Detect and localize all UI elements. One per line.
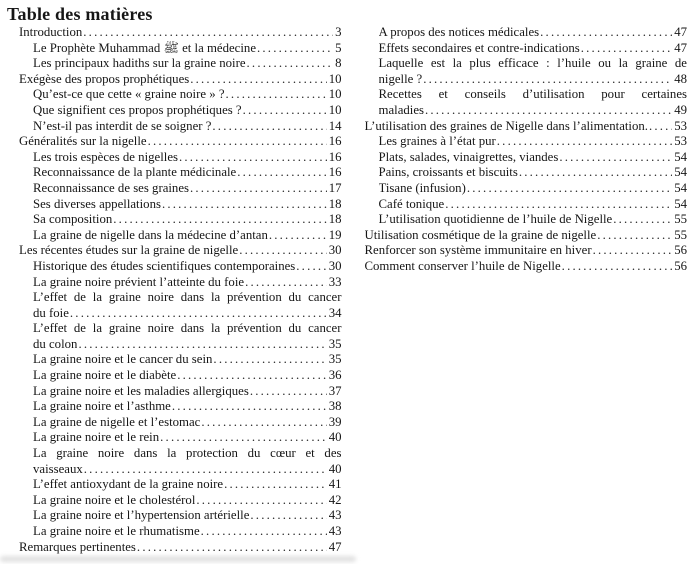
dot-leader	[597, 228, 672, 244]
toc-entry-text: Ses diverses appellations	[33, 196, 161, 211]
dot-leader	[179, 150, 327, 166]
toc-entry	[7, 415, 342, 431]
toc-entry	[353, 197, 688, 213]
toc-entry	[7, 524, 342, 540]
dot-leader	[562, 259, 673, 275]
toc-entry-text: Les principaux hadiths sur la graine noire	[33, 56, 246, 71]
toc-page-number: 43	[328, 524, 342, 538]
toc-page-number: 17	[328, 180, 342, 195]
toc-entry-text: Qu’est-ce que cette « graine noire » ?	[33, 87, 225, 102]
toc-page-number: 16	[328, 134, 342, 149]
dot-leader	[172, 399, 327, 415]
toc-entry	[7, 212, 342, 228]
dot-leader	[247, 56, 334, 72]
toc-entry	[7, 165, 342, 181]
toc-entry-text: La graine noire et le cancer du sein	[33, 352, 213, 367]
toc-page-number: 54	[674, 165, 687, 180]
toc-entry-text: Reconnaissance de la plante médicinale	[33, 165, 237, 180]
toc-entry	[353, 119, 688, 135]
dot-leader	[497, 134, 672, 150]
toc-entry	[353, 259, 688, 275]
dot-leader	[201, 415, 326, 431]
toc-page-number: 3	[335, 25, 342, 39]
toc-entry-text: du colon	[33, 336, 78, 351]
toc-entry	[7, 134, 342, 150]
toc-entry-text: Effets secondaires et contre-indications	[378, 40, 580, 55]
dot-leader	[196, 493, 326, 509]
toc-entry-text: Historique des études scientifiques contemporaines	[33, 258, 296, 273]
toc-page-number: 19	[328, 227, 342, 242]
toc-entry	[353, 56, 688, 87]
toc-column-right	[353, 4, 688, 564]
dot-leader	[613, 212, 672, 228]
toc-page-number: 42	[328, 492, 342, 507]
toc-page-number: 33	[328, 274, 342, 289]
toc-entry	[353, 181, 688, 197]
toc-entry	[353, 134, 688, 150]
dot-leader	[78, 337, 326, 353]
toc-entry-text: vaisseaux	[33, 461, 83, 476]
toc-page-number: 41	[328, 477, 342, 492]
toc-entry-text: Remarques pertinentes	[19, 539, 136, 554]
dot-leader	[519, 165, 672, 181]
toc-entry-text: La graine noire et le rein	[33, 430, 160, 445]
toc-entry-text: Le Prophète Muhammad ﷺ et la médecine	[33, 40, 256, 55]
toc-page-number: 14	[328, 118, 342, 133]
toc-page-number: 43	[328, 508, 342, 523]
toc-entry	[7, 275, 342, 291]
dot-leader	[224, 477, 327, 493]
toc-page-number: 36	[328, 368, 342, 383]
toc-entry	[353, 212, 688, 228]
toc-entry-text: Comment conserver l’huile de Nigelle	[364, 258, 561, 273]
toc-page-number: 16	[328, 149, 342, 164]
dot-leader	[148, 134, 327, 150]
dot-leader	[540, 25, 672, 41]
toc-entry-text: L’utilisation quotidienne de l’huile de Nigelle	[378, 212, 613, 227]
toc-entry-text: L’effet de la graine noire dans la prévention du cancer	[33, 290, 342, 305]
toc-entry	[353, 165, 688, 181]
dot-leader	[137, 540, 327, 556]
dot-leader	[226, 87, 327, 103]
toc-page-number: 10	[328, 87, 342, 102]
dot-leader	[190, 181, 327, 197]
toc-entry	[7, 399, 342, 415]
toc-entry-text: Tisane (infusion)	[378, 180, 466, 195]
toc-page-number: 37	[328, 383, 342, 398]
toc-entry-text: Café tonique	[378, 196, 445, 211]
dot-leader	[559, 150, 672, 166]
toc-page-number: 39	[328, 414, 342, 429]
toc-page-number: 16	[328, 165, 342, 180]
toc-entry	[353, 228, 688, 244]
dot-leader	[250, 508, 326, 524]
toc-entry-text: La graine noire dans la protection du cœur et des	[33, 446, 342, 461]
toc-entry	[7, 119, 342, 135]
toc-entry-text: Les récentes études sur la graine de nigelle	[19, 243, 239, 258]
toc-page-number: 18	[328, 196, 342, 211]
toc-entry	[7, 384, 342, 400]
toc-page-number: 56	[674, 243, 687, 258]
toc-entry-text: Que signifient ces propos prophétiques ?	[33, 102, 242, 117]
dot-leader	[649, 119, 672, 135]
toc-column-left	[7, 4, 342, 564]
toc-entry-text: La graine noire et l’hypertension artérielle	[33, 508, 250, 523]
toc-page-number: 47	[674, 40, 687, 55]
dot-leader	[243, 103, 327, 119]
dot-leader	[162, 197, 327, 213]
dot-leader	[190, 72, 326, 88]
dot-leader	[177, 368, 327, 384]
toc-entry	[353, 243, 688, 259]
toc-entry	[7, 41, 342, 57]
toc-page-number: 40	[328, 430, 342, 445]
scan-artifact	[0, 556, 356, 562]
toc-entry	[7, 72, 342, 88]
toc-entry-text: Plats, salades, vinaigrettes, viandes	[378, 149, 559, 164]
toc-page-number: 38	[328, 399, 342, 414]
toc-page-number: 30	[328, 243, 342, 258]
toc-entry	[7, 87, 342, 103]
toc-page-number: 55	[674, 227, 687, 242]
toc-page-number: 5	[335, 40, 342, 55]
dot-leader	[239, 243, 326, 259]
toc-entry	[7, 243, 342, 259]
toc-entry-text: La graine noire et le diabète	[33, 368, 177, 383]
toc-page-number: 54	[674, 149, 687, 164]
toc-title: Table des matières	[7, 4, 153, 24]
toc-page-number: 48	[674, 71, 687, 86]
toc-entry	[7, 259, 342, 275]
toc-page-number: 54	[674, 180, 687, 195]
dot-leader	[425, 103, 672, 119]
dot-leader	[201, 524, 327, 540]
toc-entry-text: maladies	[378, 102, 424, 117]
toc-entries-right	[353, 25, 688, 275]
dot-leader	[593, 243, 673, 259]
dot-leader	[245, 275, 327, 291]
toc-entry	[353, 87, 688, 118]
toc-entry-text: Utilisation cosmétique de la graine de nigelle	[364, 227, 597, 242]
dot-leader	[113, 212, 326, 228]
toc-entry	[7, 56, 342, 72]
toc-entry-text: Exégèse des propos prophétiques	[19, 71, 190, 86]
toc-entry-text: La graine noire et l’asthme	[33, 399, 171, 414]
toc-entry-text: Pains, croissants et biscuits	[378, 165, 518, 180]
toc-entry	[353, 41, 688, 57]
toc-page-number: 30	[328, 258, 342, 273]
toc-entry	[7, 290, 342, 321]
dot-leader	[257, 41, 333, 57]
toc-entry	[7, 181, 342, 197]
dot-leader	[160, 430, 327, 446]
dot-leader	[212, 119, 326, 135]
toc-page-number: 47	[328, 539, 342, 554]
toc-entry-text: La graine noire et les maladies allergiques	[33, 383, 249, 398]
toc-entry-text: L’effet de la graine noire dans la prévention du cancer	[33, 321, 342, 336]
toc-page-number: 10	[328, 102, 342, 117]
dot-leader	[467, 181, 672, 197]
toc-entry	[7, 446, 342, 477]
toc-entry-text: La graine noire prévient l’atteinte du foie	[33, 274, 245, 289]
toc-entry-text: du foie	[33, 305, 69, 320]
toc-page-number: 40	[328, 461, 342, 476]
toc-entry-text: Renforcer son système immunitaire en hiver	[364, 243, 592, 258]
dot-leader	[423, 72, 672, 88]
toc-entry-text: Sa composition	[33, 212, 113, 227]
toc-page-number: 8	[335, 56, 342, 71]
toc-page-number: 53	[674, 118, 687, 133]
toc-entry-text: Les trois espèces de nigelles	[33, 149, 178, 164]
toc-page-number: 47	[674, 25, 687, 39]
toc-entry	[7, 150, 342, 166]
dot-leader	[581, 41, 672, 57]
toc-entry-text: Les graines à l’état pur	[378, 134, 496, 149]
toc-entry-text: A propos des notices médicales	[378, 25, 540, 39]
toc-entry	[353, 25, 688, 41]
dot-leader	[237, 165, 326, 181]
toc-entry	[353, 150, 688, 166]
toc-entry	[7, 540, 342, 556]
toc-page-number: 49	[674, 102, 687, 117]
dot-leader	[70, 306, 327, 322]
toc-entry	[7, 493, 342, 509]
toc-entry-text: Reconnaissance de ses graines	[33, 180, 189, 195]
toc-entries-left	[7, 25, 342, 555]
toc-page-number: 35	[328, 352, 342, 367]
toc-entry-text: Recettes et conseils d’utilisation pour certaines	[378, 87, 687, 102]
toc-entry-text: Introduction	[19, 25, 83, 39]
toc-entry-text: Généralités sur la nigelle	[19, 134, 147, 149]
toc-entry	[7, 430, 342, 446]
toc-entry-text: L’utilisation des graines de Nigelle dans l’alimentation.	[364, 118, 648, 133]
toc-page-number: 35	[328, 336, 342, 351]
dot-leader	[445, 197, 672, 213]
toc-entry	[7, 321, 342, 352]
toc-page-number: 56	[674, 258, 687, 273]
toc-entry	[7, 508, 342, 524]
toc-entry	[7, 25, 342, 41]
toc-page-number: 54	[674, 196, 687, 211]
toc-page-number: 18	[328, 212, 342, 227]
toc-page-number: 53	[674, 134, 687, 149]
toc-entry	[7, 197, 342, 213]
toc-entry-text: N’est-il pas interdit de se soigner ?	[33, 118, 212, 133]
toc-entry-text: La graine noire et le cholestérol	[33, 492, 196, 507]
dot-leader	[250, 384, 327, 400]
toc-entry	[7, 103, 342, 119]
toc-entry	[7, 368, 342, 384]
toc-page-number: 55	[674, 212, 687, 227]
dot-leader	[213, 352, 326, 368]
toc-entry-text: La graine de nigelle et l’estomac	[33, 414, 201, 429]
toc-entry	[7, 477, 342, 493]
toc-entry-text: La graine de nigelle dans la médecine d’antan	[33, 227, 268, 242]
toc-entry	[7, 352, 342, 368]
toc-page-number: 34	[328, 305, 342, 320]
dot-leader	[84, 462, 327, 478]
toc-entry-text: nigelle ?	[378, 71, 423, 86]
dot-leader	[269, 228, 327, 244]
dot-leader	[296, 259, 326, 275]
toc-entry-text: Laquelle est la plus efficace : l’huile ou la graine de	[378, 56, 687, 71]
toc-page-number: 10	[328, 71, 342, 86]
toc-entry-text: L’effet antioxydant de la graine noire	[33, 477, 224, 492]
toc-entry-text: La graine noire et le rhumatisme	[33, 524, 200, 538]
dot-leader	[83, 25, 333, 41]
toc-entry	[7, 228, 342, 244]
